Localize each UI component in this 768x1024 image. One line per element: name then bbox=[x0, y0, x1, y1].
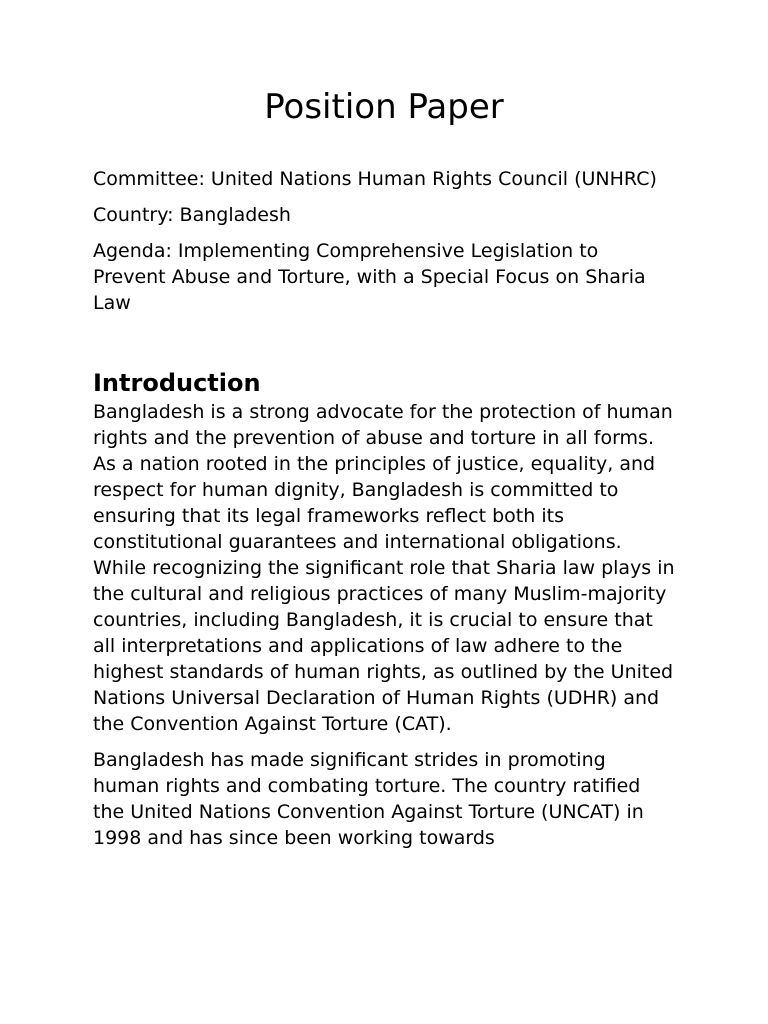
committee-line: Committee: United Nations Human Rights Council (UNHRC) bbox=[93, 168, 657, 190]
paragraph: Bangladesh has made significant strides in promoting human rights and combating torture. The country ratified the United Nations Convention Against Torture (UNCAT) in 1998 and has since been working towards bbox=[93, 749, 644, 849]
document-meta bbox=[93, 166, 675, 316]
country-line: Country: Bangladesh bbox=[93, 204, 291, 226]
agenda-line: Agenda: Implementing Comprehensive Legislation to Prevent Abuse and Torture, with a Special Focus on Sharia Law bbox=[93, 240, 646, 314]
paragraph: Bangladesh is a strong advocate for the protection of human rights and the prevention of abuse and torture in all forms. As a nation rooted in the principles of justice, equality, and respect for human dignity, Bangladesh is committed to ensuring that its legal frameworks reflect both its constitutional guarantees and international obligations. While recognizing the significant role that Sharia law plays in the cultural and religious practices of many Muslim-majority countries, including Bangladesh, it is crucial to ensure that all interpretations and applications of law adhere to the highest standards of human rights, as outlined by the United Nations Universal Declaration of Human Rights (UDHR) and the Convention Against Torture (CAT). bbox=[93, 401, 675, 735]
page-title: Position Paper bbox=[264, 87, 504, 127]
section-body-introduction bbox=[93, 399, 675, 851]
document-content bbox=[93, 166, 675, 861]
section-heading-introduction: Introduction bbox=[93, 369, 261, 397]
